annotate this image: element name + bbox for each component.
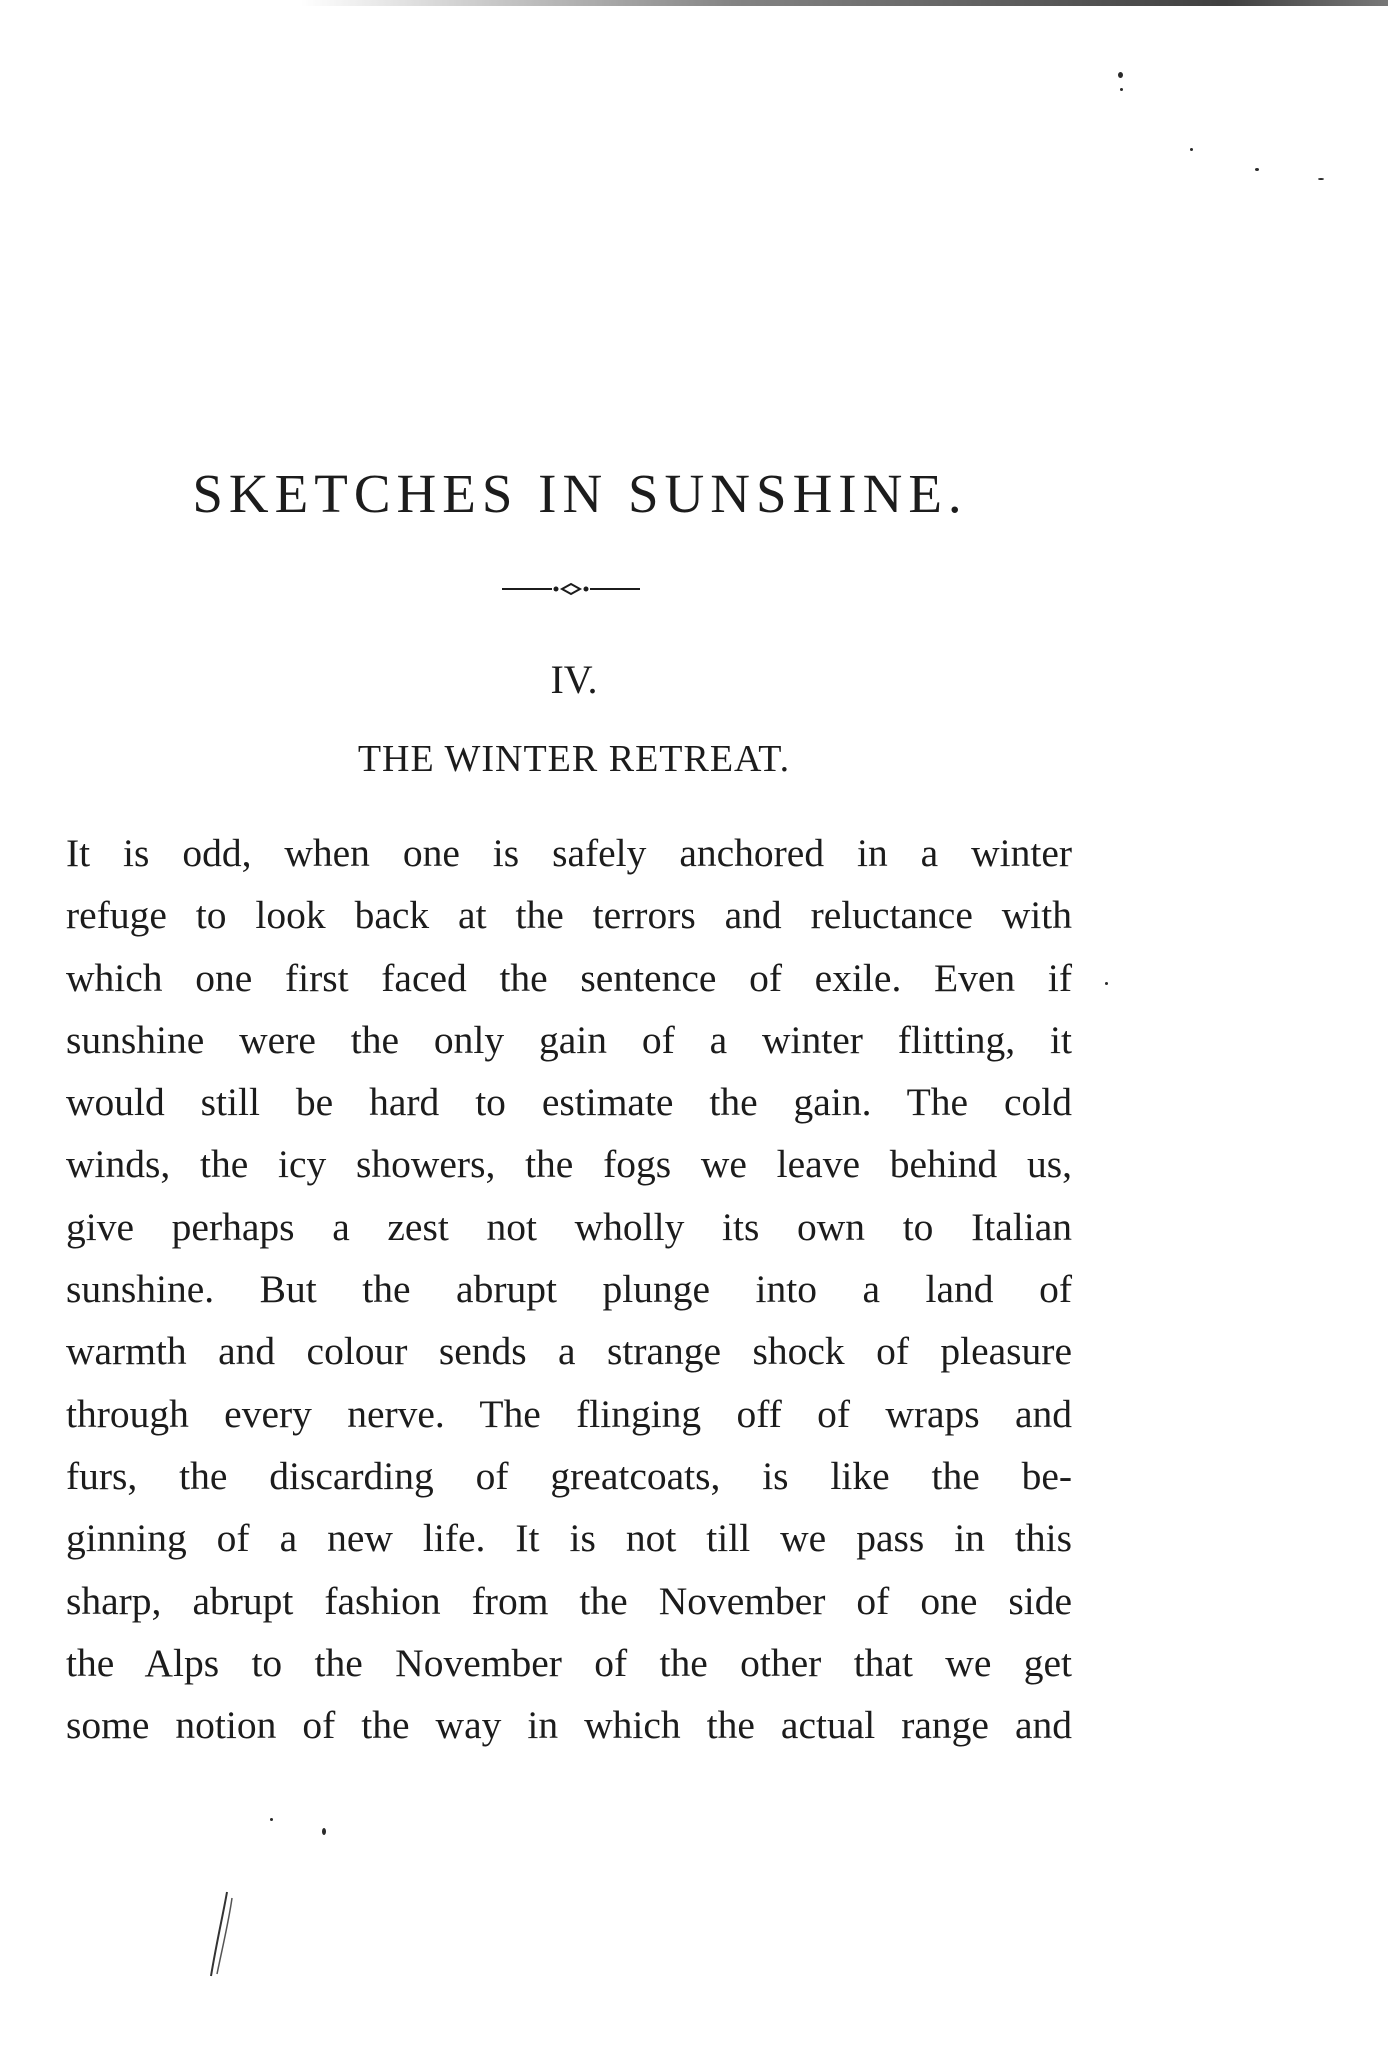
scan-speck <box>1105 982 1108 985</box>
scan-edge-artifact <box>300 0 1388 6</box>
scan-speck <box>1120 88 1123 91</box>
scan-speck <box>1255 168 1259 171</box>
scan-speck <box>270 1818 273 1821</box>
scan-speck <box>1190 148 1193 151</box>
body-text <box>66 822 1072 1756</box>
text-line: sharp, abrupt fashion from the November of one side <box>66 1578 1072 1623</box>
scan-speck <box>322 1828 326 1835</box>
book-title: SKETCHES IN SUNSHINE. <box>192 463 968 524</box>
chapter-title: THE WINTER RETREAT. <box>357 738 791 780</box>
text-line: sunshine. But the abrupt plunge into a land of <box>66 1267 1072 1312</box>
text-line: winds, the icy showers, the fogs we leave behind us, <box>66 1142 1072 1187</box>
scan-speck <box>1318 178 1324 180</box>
ornament-divider-icon <box>502 582 640 596</box>
text-line: refuge to look back at the terrors and reluctance with <box>66 893 1072 938</box>
text-line: the Alps to the November of the other that we get <box>66 1640 1072 1685</box>
text-line: would still be hard to estimate the gain. The cold <box>66 1080 1072 1125</box>
text-line: give perhaps a zest not wholly its own to Italian <box>66 1204 1072 1249</box>
text-line: ginning of a new life. It is not till we pass in this <box>66 1516 1072 1561</box>
chapter-number: IV. <box>550 657 598 702</box>
text-line: through every nerve. The flinging off of wraps and <box>66 1391 1072 1436</box>
text-line: It is odd, when one is safely anchored in a winter <box>66 831 1072 875</box>
scan-speck <box>1118 72 1123 78</box>
text-line: which one first faced the sentence of exile. Even if <box>66 955 1072 1000</box>
text-line: sunshine were the only gain of a winter flitting, it <box>66 1017 1072 1062</box>
text-line: furs, the discarding of greatcoats, is like the be- <box>66 1453 1072 1498</box>
text-line: some notion of the way in which the actual range and <box>66 1703 1072 1748</box>
text-line: warmth and colour sends a strange shock of pleasure <box>66 1329 1072 1374</box>
pencil-mark-icon <box>205 1890 235 1980</box>
